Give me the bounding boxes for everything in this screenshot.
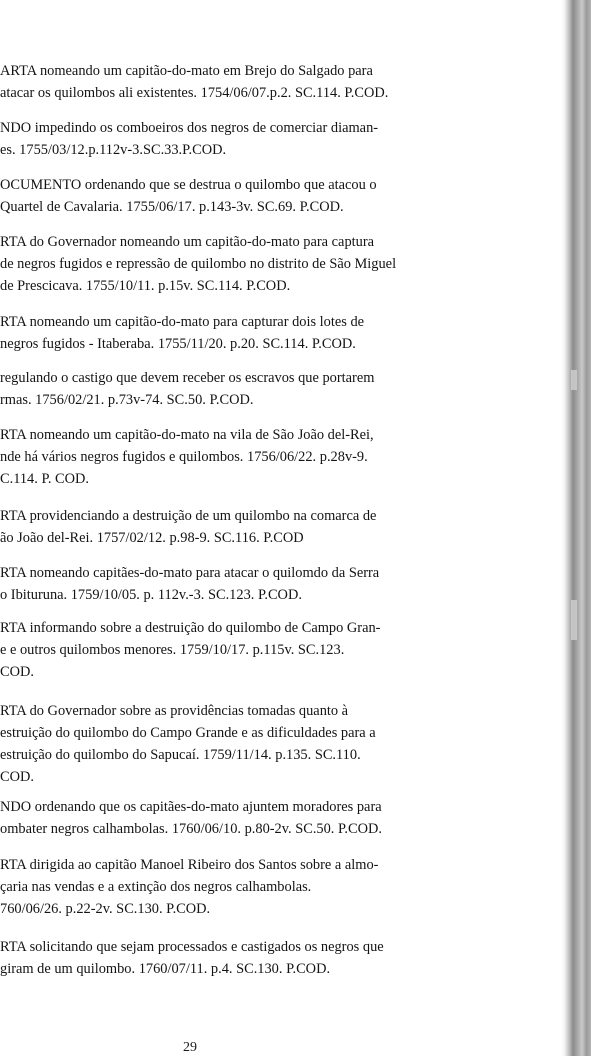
entry-line: giram de um quilombo. 1760/07/11. p.4. SC.130. P.COD.: [0, 961, 331, 977]
entry-line: NDO impedindo os comboeiros dos negros de comerciar diaman-: [0, 120, 379, 136]
entry-line: RTA nomeando um capitão-do-mato para capturar dois lotes de: [0, 314, 365, 330]
entry-12: [0, 796, 486, 840]
entry-line: ombater negros calhambolas. 1760/06/10. p.80-2v. SC.50. P.COD.: [0, 821, 382, 837]
entry-line: nde há vários negros fugidos e quilombos. 1756/06/22. p.28v-9.: [0, 449, 368, 465]
entry-10: [0, 617, 486, 683]
entry-4: [0, 231, 486, 297]
binding-highlight: [571, 600, 577, 640]
entry-line: es. 1755/03/12.p.112v-3.SC.33.P.COD.: [0, 142, 227, 158]
entry-line: atacar os quilombos ali existentes. 1754/06/07.p.2. SC.114. P.COD.: [0, 85, 389, 101]
entry-line: 760/06/26. p.22-2v. SC.130. P.COD.: [0, 901, 211, 917]
entry-line: estruição do quilombo do Campo Grande e as dificuldades para a: [0, 725, 376, 741]
book-binding-edge: [561, 0, 591, 1056]
entry-line: ão João del-Rei. 1757/02/12. p.98-9. SC.116. P.COD: [0, 530, 304, 546]
entry-9: [0, 562, 486, 606]
entry-line: RTA do Governador sobre as providências tomadas quanto à: [0, 703, 349, 719]
entry-line: Quartel de Cavalaria. 1755/06/17. p.143-3v. SC.69. P.COD.: [0, 199, 344, 215]
entry-line: OCUMENTO ordenando que se destrua o quilombo que atacou o: [0, 177, 377, 193]
entry-line: RTA informando sobre a destruição do quilombo de Campo Gran-: [0, 620, 381, 636]
entry-2: [0, 117, 486, 161]
entry-line: negros fugidos - Itaberaba. 1755/11/20. p.20. SC.114. P.COD.: [0, 336, 356, 352]
entry-line: estruição do quilombo do Sapucaí. 1759/11/14. p.135. SC.110.: [0, 747, 361, 763]
entry-13: [0, 854, 486, 920]
entry-7: [0, 424, 486, 490]
entry-line: NDO ordenando que os capitães-do-mato ajuntem moradores para: [0, 799, 382, 815]
entry-line: regulando o castigo que devem receber os escravos que portarem: [0, 370, 375, 386]
entry-line: COD.: [0, 769, 34, 785]
entry-line: ARTA nomeando um capitão-do-mato em Brejo do Salgado para: [0, 63, 373, 79]
entry-line: de Prescicava. 1755/10/11. p.15v. SC.114. P.COD.: [0, 278, 291, 294]
entry-line: C.114. P. COD.: [0, 471, 90, 487]
entry-line: RTA dirigida ao capitão Manoel Ribeiro dos Santos sobre a almo-: [0, 857, 379, 873]
page-number: 29: [183, 1040, 197, 1055]
entry-line: RTA providenciando a destruição de um quilombo na comarca de: [0, 508, 377, 524]
entry-line: e e outros quilombos menores. 1759/10/17. p.115v. SC.123.: [0, 642, 345, 658]
entry-3: [0, 174, 486, 218]
entry-line: rmas. 1756/02/21. p.73v-74. SC.50. P.COD.: [0, 392, 254, 408]
entry-5: [0, 311, 486, 355]
entry-line: COD.: [0, 664, 34, 680]
entry-line: RTA nomeando um capitão-do-mato na vila de São João del-Rei,: [0, 427, 374, 443]
entry-line: RTA solicitando que sejam processados e castigados os negros que: [0, 939, 384, 955]
binding-highlight: [571, 370, 577, 390]
entry-14: [0, 936, 486, 980]
entry-line: RTA do Governador nomeando um capitão-do-mato para captura: [0, 234, 375, 250]
entry-line: de negros fugidos e repressão de quilombo no distrito de São Miguel: [0, 256, 397, 272]
entry-6: [0, 367, 486, 411]
entry-1: [0, 60, 486, 104]
entry-line: RTA nomeando capitães-do-mato para atacar o quilomdo da Serra: [0, 565, 380, 581]
entry-8: [0, 505, 486, 549]
entry-line: çaria nas vendas e a extinção dos negros calhambolas.: [0, 879, 312, 895]
entry-line: o Ibituruna. 1759/10/05. p. 112v.-3. SC.123. P.COD.: [0, 587, 302, 603]
entry-11: [0, 700, 486, 788]
